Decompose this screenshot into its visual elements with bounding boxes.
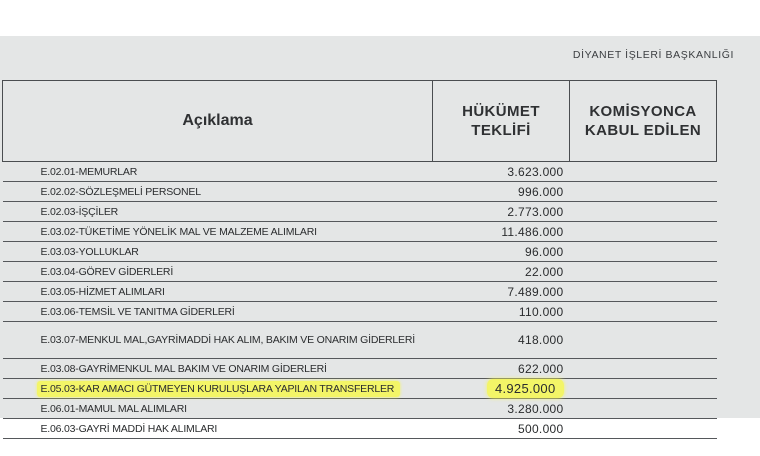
row-government-value: 3.623.000: [433, 162, 570, 182]
row-government-value: 7.489.000: [433, 282, 570, 302]
row-description: E.02.01-MEMURLAR: [3, 162, 433, 182]
row-description: E.02.02-SÖZLEŞMELİ PERSONEL: [3, 182, 433, 202]
table-header-row: [3, 81, 717, 162]
row-description: E.06.01-MAMUL MAL ALIMLARI: [3, 399, 433, 419]
row-government-value: 110.000: [433, 302, 570, 322]
row-government-value: 11.486.000: [433, 222, 570, 242]
row-government-value: 22.000: [433, 262, 570, 282]
row-commission-value: [570, 262, 717, 282]
table-row: [3, 242, 717, 262]
row-description: E.03.05-HİZMET ALIMLARI: [3, 282, 433, 302]
row-commission-value: [570, 282, 717, 302]
row-description: [3, 379, 433, 399]
table-row: [3, 282, 717, 302]
column-header-commission-accepted: [570, 81, 717, 162]
row-description: E.02.03-İŞÇİLER: [3, 202, 433, 222]
row-commission-value: [570, 322, 717, 359]
row-commission-value: [570, 222, 717, 242]
row-description: E.03.02-TÜKETİME YÖNELİK MAL VE MALZEME ALIMLARI: [3, 222, 433, 242]
budget-document: [0, 36, 760, 436]
column-header-description: Açıklama: [3, 81, 433, 162]
highlighted-description: E.05.03-KAR AMACI GÜTMEYEN KURULUŞLARA YAPILAN TRANSFERLER: [37, 381, 401, 397]
row-government-value: 500.000: [433, 419, 570, 439]
agency-name: DİYANET İŞLERİ BAŞKANLIĞI: [572, 49, 734, 61]
row-government-value: [433, 379, 570, 399]
budget-table: [2, 80, 717, 439]
table-row-highlighted: [3, 379, 717, 399]
commission-header-line2: KABUL EDİLEN: [584, 122, 702, 139]
row-commission-value: [570, 359, 717, 379]
row-description: E.03.06-TEMSİL VE TANITMA GİDERLERİ: [3, 302, 433, 322]
table-row: [3, 322, 717, 359]
row-government-value: 996.000: [433, 182, 570, 202]
row-commission-value: [570, 379, 717, 399]
row-description: E.03.03-YOLLUKLAR: [3, 242, 433, 262]
row-commission-value: [570, 182, 717, 202]
row-government-value: 3.280.000: [433, 399, 570, 419]
table-row: [3, 202, 717, 222]
highlighted-value: 4.925.000: [487, 379, 564, 398]
table-row: [3, 162, 717, 182]
row-government-value: 96.000: [433, 242, 570, 262]
row-commission-value: [570, 242, 717, 262]
commission-header-line1: KOMİSYONCA: [589, 103, 697, 120]
table-row: [3, 302, 717, 322]
row-government-value: 622.000: [433, 359, 570, 379]
row-description: E.03.04-GÖREV GİDERLERİ: [3, 262, 433, 282]
table-row: [3, 359, 717, 379]
row-description: E.03.08-GAYRİMENKUL MAL BAKIM VE ONARIM GİDERLERİ: [3, 359, 433, 379]
row-government-value: 2.773.000: [433, 202, 570, 222]
government-header-line1: HÜKÜMET: [462, 103, 540, 120]
row-commission-value: [570, 202, 717, 222]
table-row: [3, 262, 717, 282]
row-commission-value: [570, 162, 717, 182]
row-commission-value: [570, 419, 717, 439]
table-row: [3, 399, 717, 419]
row-description: E.03.07-MENKUL MAL,GAYRİMADDİ HAK ALIM, BAKIM VE ONARIM GİDERLERİ: [3, 322, 433, 359]
row-government-value: 418.000: [433, 322, 570, 359]
table-row: [3, 182, 717, 202]
row-commission-value: [570, 302, 717, 322]
table-row: [3, 222, 717, 242]
column-header-government-proposal: [433, 81, 570, 162]
table-row: [3, 419, 717, 439]
row-commission-value: [570, 399, 717, 419]
government-header-line2: TEKLİFİ: [471, 122, 531, 139]
row-description: E.06.03-GAYRİ MADDİ HAK ALIMLARI: [3, 419, 433, 439]
